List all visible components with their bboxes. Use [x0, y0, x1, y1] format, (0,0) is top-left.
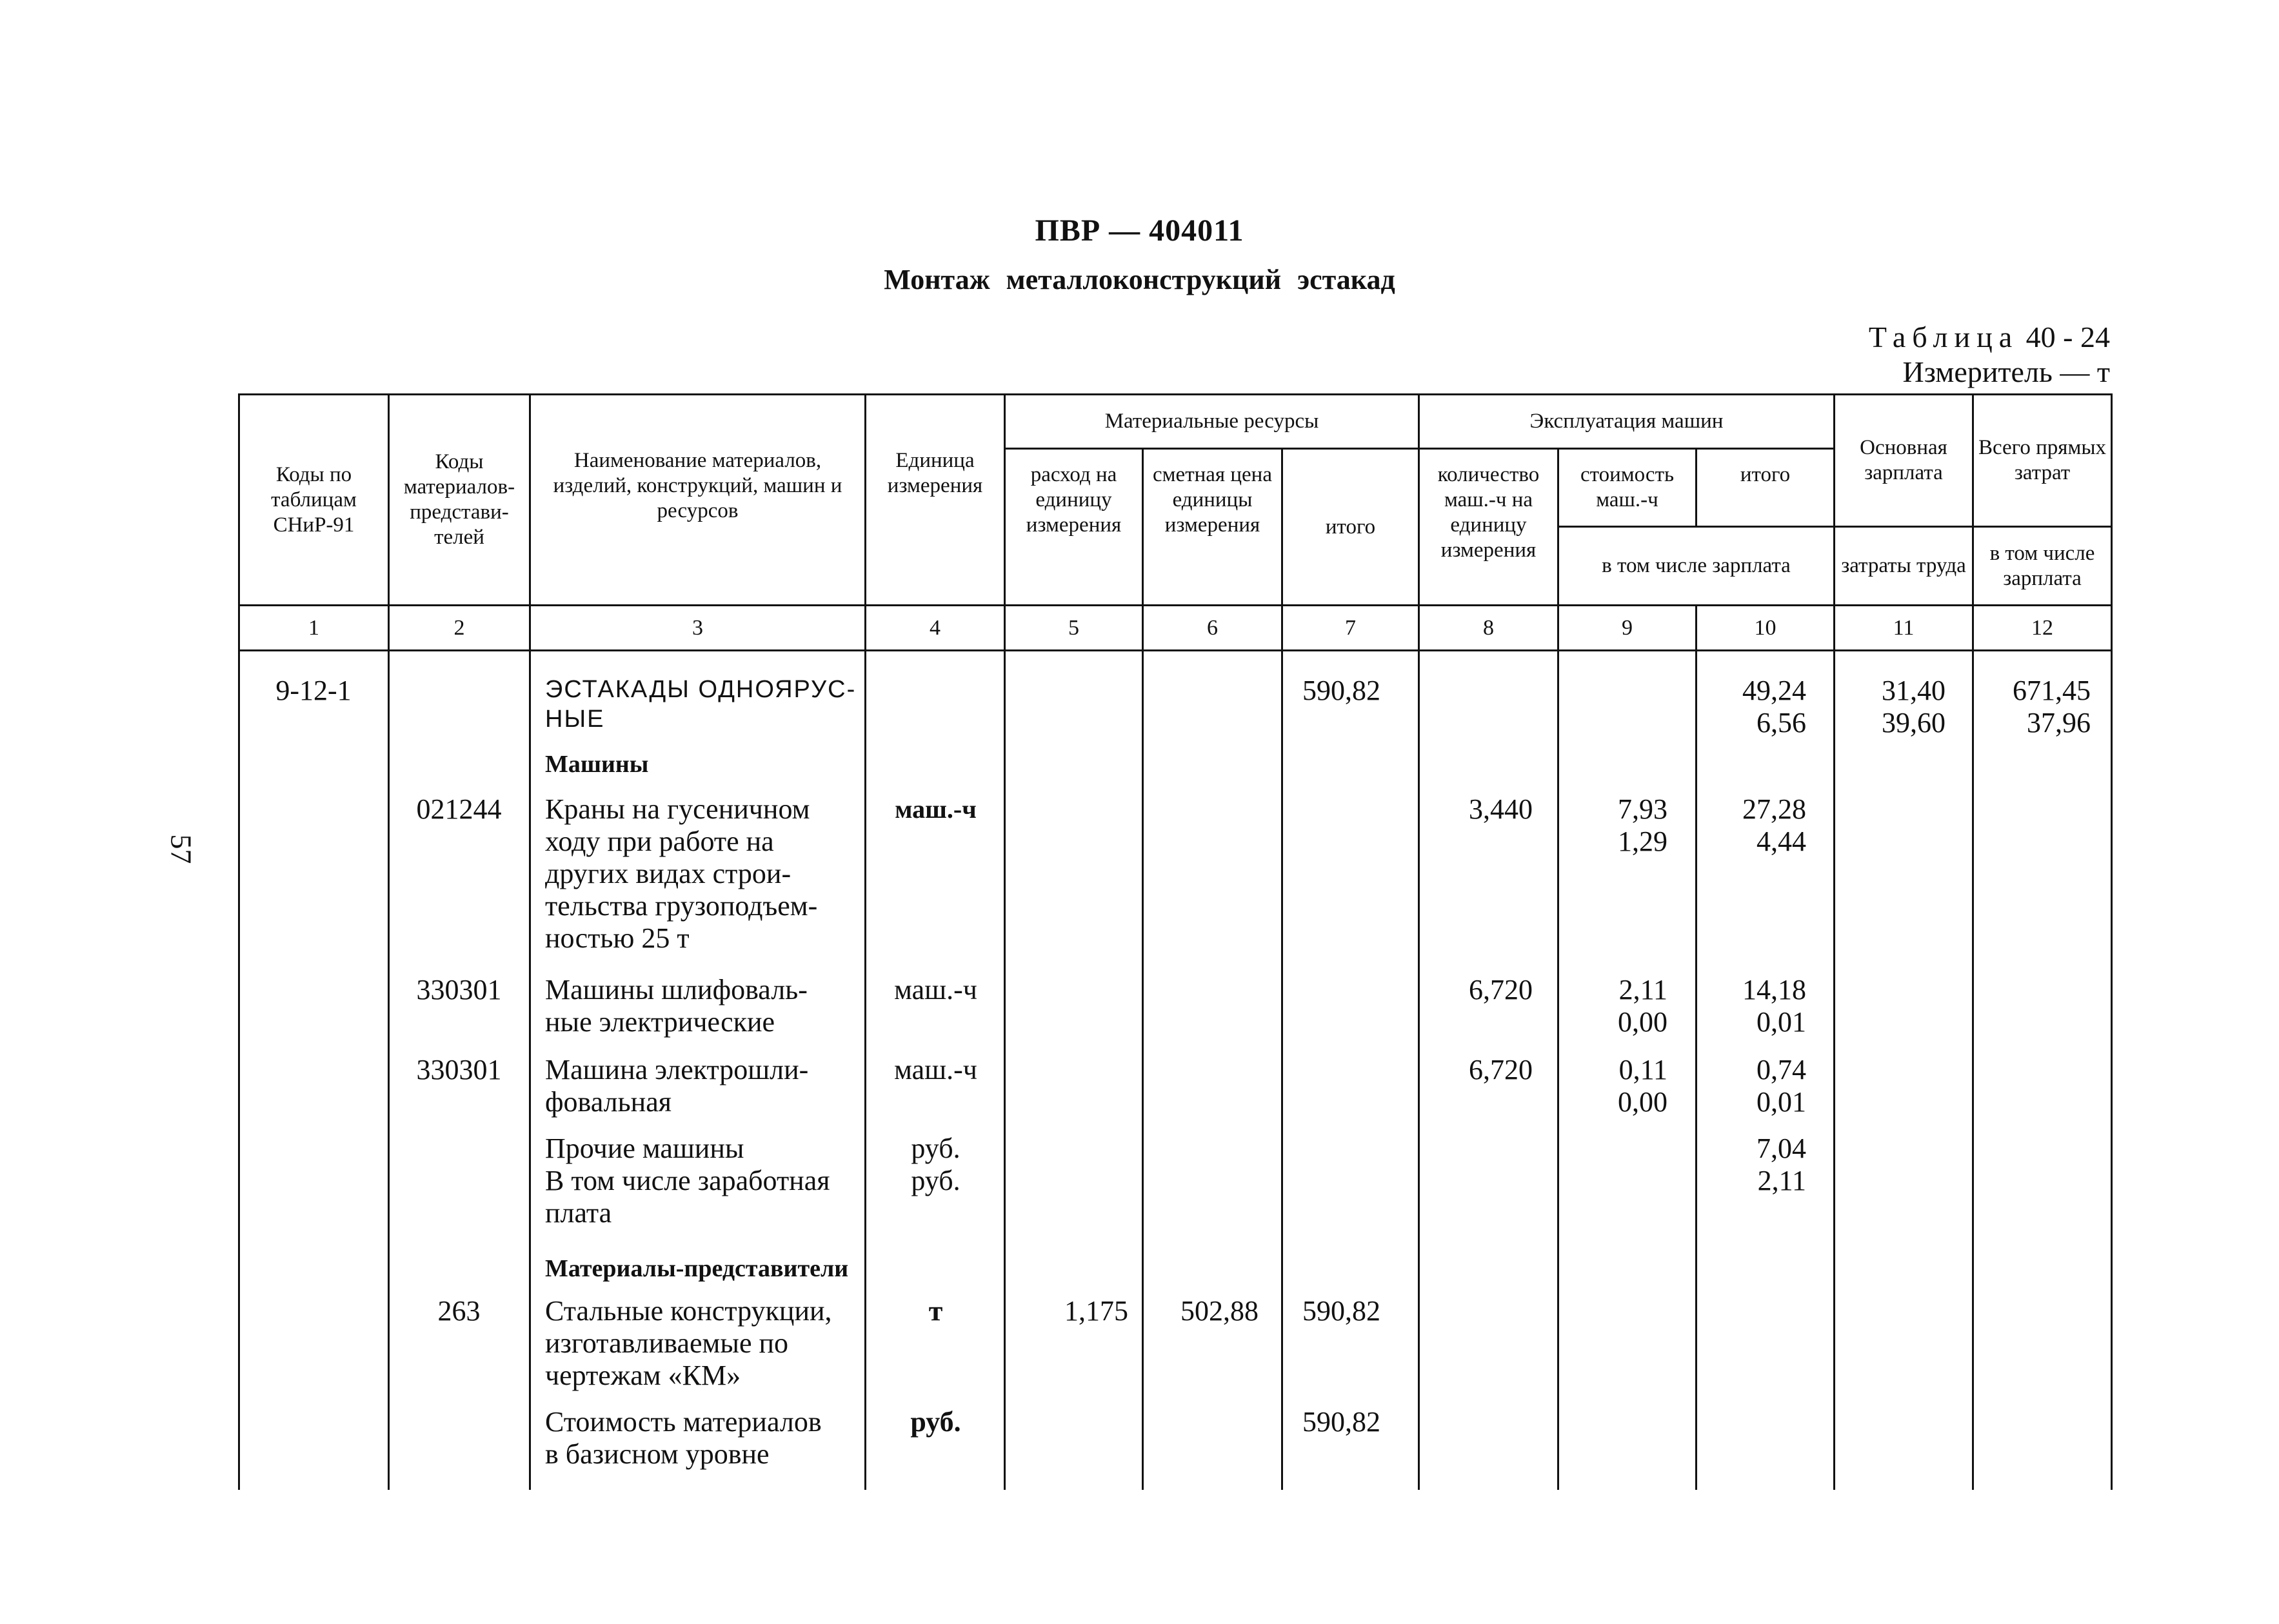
- section-heading-machines: Машины: [545, 751, 649, 778]
- section-heading-materials: Материалы-представители: [545, 1255, 849, 1282]
- col-header-5: расход на единицу измерения: [1004, 448, 1144, 606]
- salary-value: 31,40 39,60: [1882, 675, 1946, 738]
- col-number: 4: [864, 604, 1006, 651]
- col-header-8: количество маш.-ч на единицу измерения: [1418, 448, 1559, 606]
- unit-value: маш.-ч: [895, 795, 977, 824]
- table-label: [1869, 320, 2110, 390]
- machine-total: 14,18 0,01: [1742, 974, 1806, 1038]
- col-number: 9: [1557, 604, 1697, 651]
- table-number: 40 - 24: [2025, 321, 2110, 353]
- material-code: 330301: [416, 974, 502, 1005]
- machine-hours: 6,720: [1469, 1054, 1533, 1085]
- unit-value: маш.-ч: [894, 1054, 977, 1085]
- table-border: [529, 651, 531, 1490]
- unit-value: т: [928, 1295, 943, 1327]
- col-number: 10: [1695, 604, 1835, 651]
- table-row-code: 9-12-1: [275, 675, 352, 706]
- col-header-12-sub: в том числе зарплата: [1972, 526, 2113, 606]
- table-row-name: Стальные конструкции, изготавливаемые по чертежам «КМ»: [545, 1295, 832, 1391]
- machine-hours: 6,720: [1469, 974, 1533, 1005]
- group-header-material: Материальные ресурсы: [1004, 393, 1420, 450]
- material-total: 590,82: [1302, 1406, 1380, 1438]
- unit-value: маш.-ч: [894, 974, 977, 1005]
- measure-unit: Измеритель — т: [1902, 355, 2110, 388]
- table-row-name: ЭСТАКАДЫ ОДНОЯРУС- НЫЕ: [545, 676, 857, 733]
- document-subtitle: Монтаж металлоконструкций эстакад: [884, 264, 1395, 295]
- col-number: 12: [1972, 604, 2113, 651]
- table-border: [1281, 651, 1283, 1490]
- table-border: [238, 651, 240, 1490]
- col-number: 6: [1142, 604, 1283, 651]
- machine-total: 7,04 2,11: [1757, 1133, 1806, 1196]
- col-header-1: Коды по таблицам СНиР-91: [238, 393, 390, 606]
- col-number: 11: [1833, 604, 1974, 651]
- machine-cost: 2,11 0,00: [1618, 974, 1667, 1038]
- table-border: [2111, 651, 2113, 1490]
- document-title: ПВР — 404011: [1035, 213, 1244, 248]
- col-header-11: Основная зарплата: [1833, 393, 1974, 528]
- unit-value: руб.: [910, 1406, 961, 1438]
- col-header-7: итого: [1281, 448, 1420, 606]
- col-number: 5: [1004, 604, 1144, 651]
- machines-total: 49,24 6,56: [1742, 675, 1806, 738]
- col-number: 1: [238, 604, 390, 651]
- table-border: [1833, 651, 1835, 1490]
- table-row-name: Машина электрошли- фовальная: [545, 1054, 809, 1118]
- col-header-11-sub: затраты труда: [1833, 526, 1974, 606]
- table-border: [1695, 651, 1697, 1490]
- unit-value: руб. руб.: [911, 1133, 960, 1196]
- col-header-6: сметная цена единицы измерения: [1142, 448, 1283, 606]
- table-border: [1142, 651, 1144, 1490]
- page-number: 57: [164, 834, 198, 864]
- col-header-9: стоимость маш.-ч: [1557, 448, 1697, 528]
- group-header-machines: Эксплуатация машин: [1418, 393, 1835, 450]
- material-code: 263: [437, 1295, 481, 1327]
- col-header-10: итого: [1695, 448, 1835, 528]
- table-row-name: Машины шлифоваль- ные электрические: [545, 974, 808, 1038]
- col-number: 2: [388, 604, 531, 651]
- col-header-9-10-sub: в том числе зарплата: [1557, 526, 1835, 606]
- machine-hours: 3,440: [1469, 793, 1533, 825]
- col-number: 7: [1281, 604, 1420, 651]
- table-border: [1972, 651, 1974, 1490]
- material-consumption: 1,175: [1064, 1295, 1128, 1327]
- col-header-3: Наименование материалов, изделий, конструкций, машин и ресурсов: [529, 393, 866, 606]
- material-total: 590,82: [1302, 1295, 1380, 1327]
- col-header-2: Коды материалов-представи-телей: [388, 393, 531, 606]
- machine-total: 27,28 4,44: [1742, 793, 1806, 857]
- material-code: 021244: [416, 793, 502, 825]
- table-row-name: Краны на гусеничном ходу при работе на других видах строи- тельства грузоподъем- ностью 25 т: [545, 793, 818, 954]
- col-number: 3: [529, 604, 866, 651]
- col-number: 8: [1418, 604, 1559, 651]
- machine-total: 0,74 0,01: [1757, 1054, 1806, 1118]
- machine-cost: 7,93 1,29: [1618, 793, 1667, 857]
- col-header-12: Всего прямых затрат: [1972, 393, 2113, 528]
- material-price: 502,88: [1180, 1295, 1259, 1327]
- table-label-word: Таблица: [1868, 321, 2019, 353]
- direct-costs-total: 671,45 37,96: [2013, 675, 2091, 738]
- table-row-name: Прочие машины В том числе заработная плата: [545, 1133, 830, 1229]
- table-row-name: Стоимость материалов в базисном уровне: [545, 1406, 822, 1470]
- col-header-4: Единица измерения: [864, 393, 1006, 606]
- machine-cost: 0,11 0,00: [1618, 1054, 1667, 1118]
- material-total: 590,82: [1302, 675, 1380, 706]
- material-code: 330301: [416, 1054, 502, 1085]
